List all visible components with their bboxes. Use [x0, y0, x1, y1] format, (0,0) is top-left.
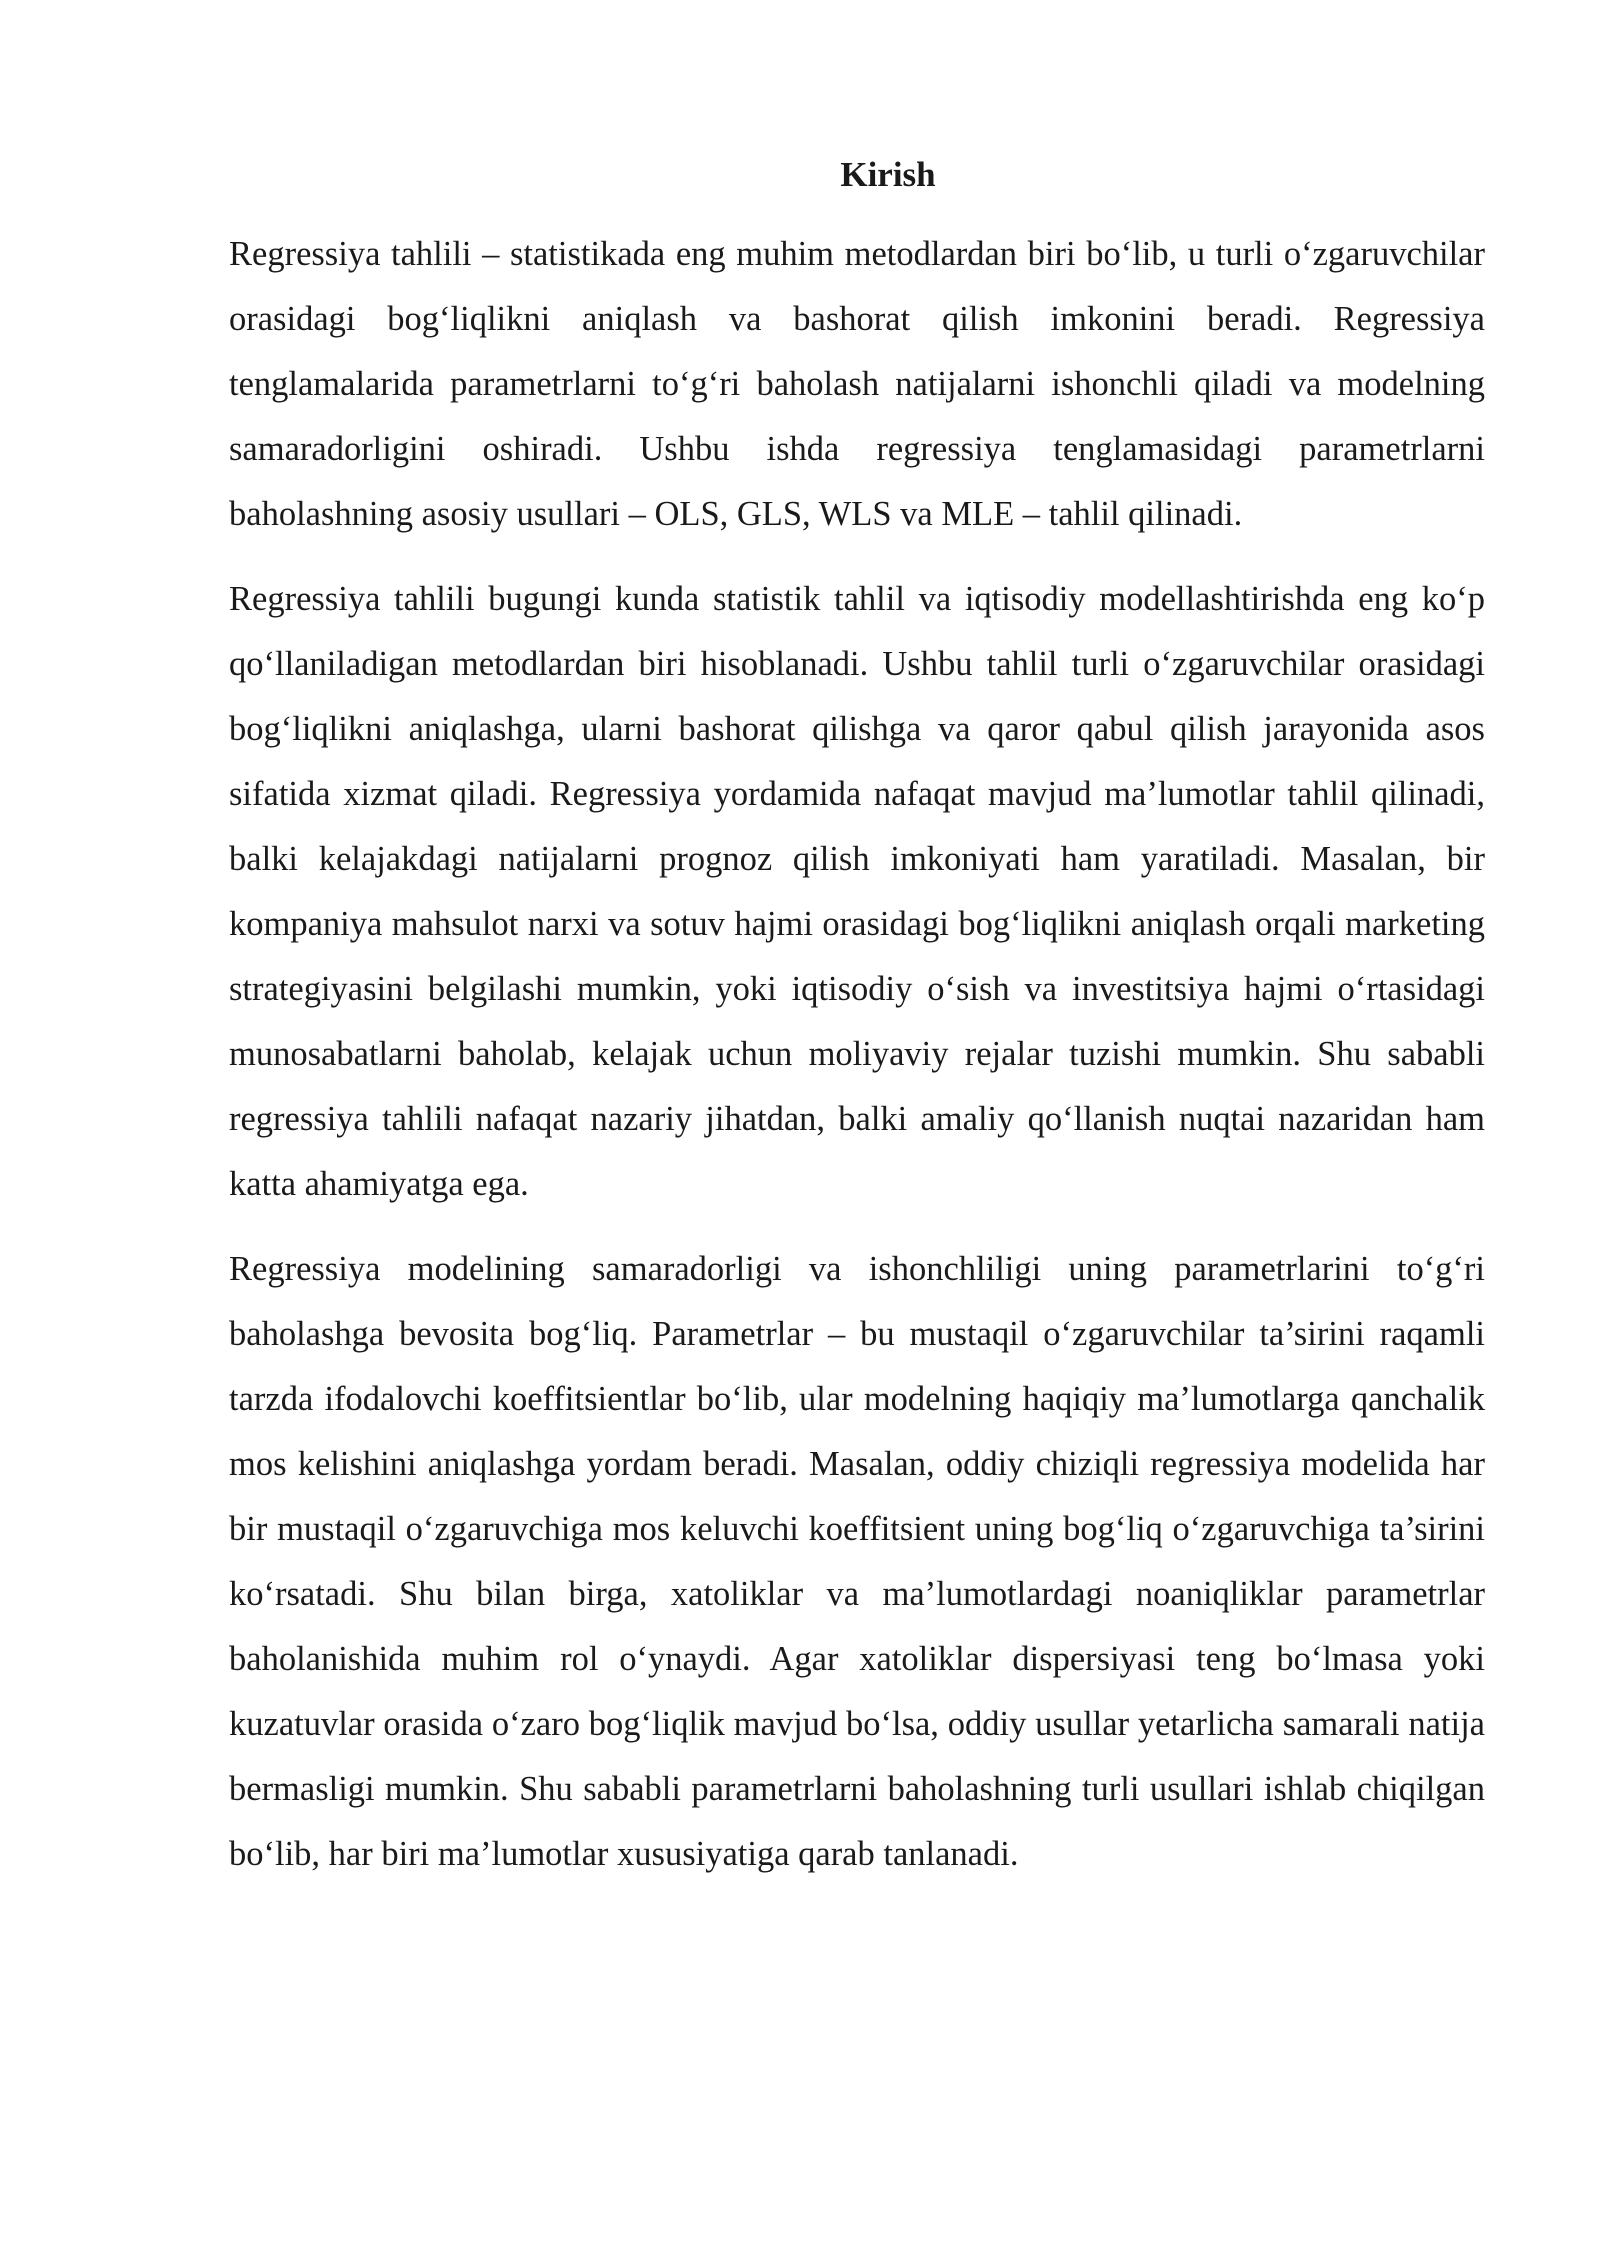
paragraph-3: Regressiya modelining samaradorligi va ishonchliligi uning parametrlarini to‘g‘ri baholashga bevosita bog‘liq. Parametrlar – bu mustaqil o‘zgaruvchilar ta’sirini raqamli tarzda ifodalovchi koeffitsientlar bo‘lib, ular modelning haqiqiy ma’lumotlarga qanchalik mos kelishini aniqlashga yordam beradi. Masalan, oddiy chiziqli regressiya modelida har bir mustaqil o‘zgaruvchiga mos keluvchi koeffitsient uning bog‘liq o‘zgaruvchiga ta’sirini ko‘rsatadi. Shu bilan birga, xatoliklar va ma’lumotlardagi noaniqliklar parametrlar baholanishida muhim rol o‘ynaydi. Agar xatoliklar dispersiyasi teng bo‘lmasa yoki kuzatuvlar orasida o‘zaro bog‘liqlik mavjud bo‘lsa, oddiy usullar yetarlicha samarali natija bermasligi mumkin. Shu sababli parametrlarni baholashning turli usullari ishlab chiqilgan bo‘lib, har biri ma’lumotlar xususiyatiga qarab tanlanadi. [229, 1250, 1485, 1873]
page-title: Kirish [840, 155, 936, 194]
paragraph-2: Regressiya tahlili bugungi kunda statistik tahlil va iqtisodiy modellashtirishda eng ko‘p qo‘llaniladigan metodlardan biri hisoblanadi. Ushbu tahlil turli o‘zgaruvchilar orasidagi bog‘liqlikni aniqlashga, ularni bashorat qilishga va qaror qabul qilish jarayonida asos sifatida xizmat qiladi. Regressiya yordamida nafaqat mavjud ma’lumotlar tahlil qilinadi, balki kelajakdagi natijalarni prognoz qilish imkoniyati ham yaratiladi. Masalan, bir kompaniya mahsulot narxi va sotuv hajmi orasidagi bog‘liqlikni aniqlash orqali marketing strategiyasini belgilashi mumkin, yoki iqtisodiy o‘sish va investitsiya hajmi o‘rtasidagi munosabatlarni baholab, kelajak uchun moliyaviy rejalar tuzishi mumkin. Shu sababli regressiya tahlili nafaqat nazariy jihatdan, balki amaliy qo‘llanish nuqtai nazaridan ham katta ahamiyatga ega. [229, 580, 1485, 1203]
document-body [229, 150, 1485, 1907]
paragraph-1: Regressiya tahlili – statistikada eng muhim metodlardan biri bo‘lib, u turli o‘zgaruvchilar orasidagi bog‘liqlikni aniqlash va bashorat qilish imkonini beradi. Regressiya tenglamalarida parametrlarni to‘g‘ri baholash natijalarni ishonchli qiladi va modelning samaradorligini oshiradi. Ushbu ishda regressiya tenglamasidagi parametrlarni baholashning asosiy usullari – OLS, GLS, WLS va MLE – tahlil qilinadi. [229, 235, 1485, 533]
